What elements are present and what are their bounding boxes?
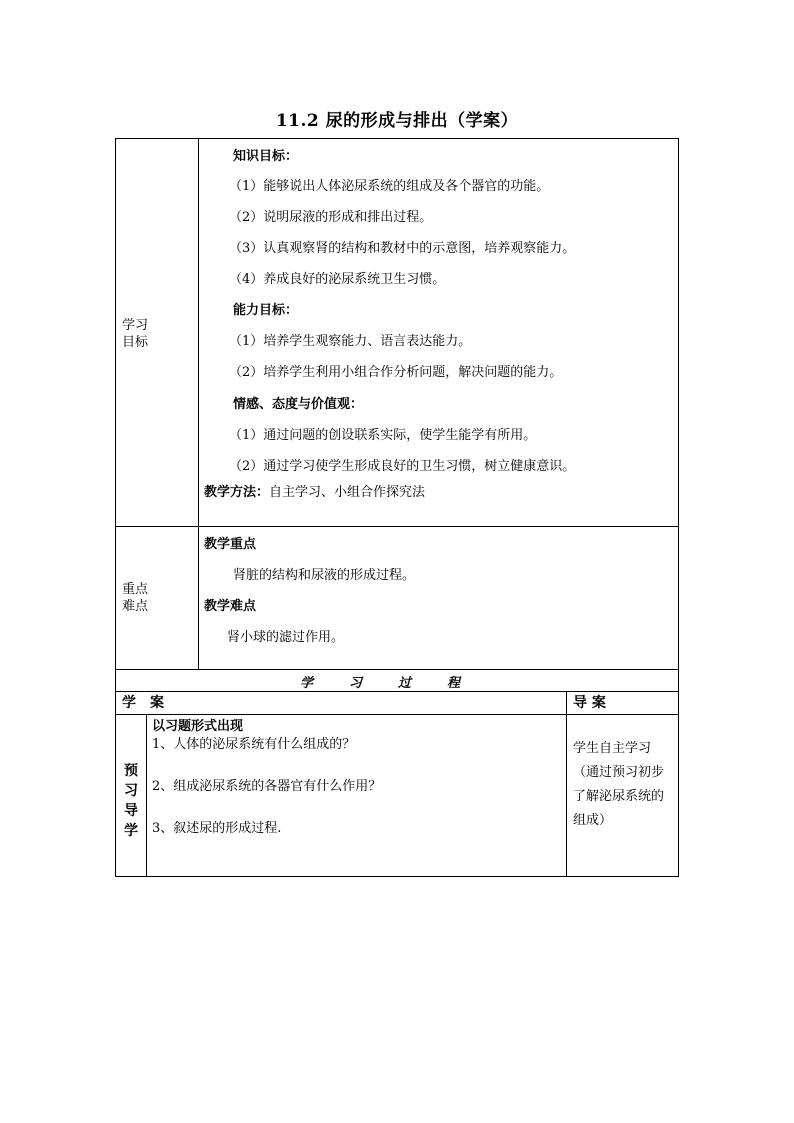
key-point-text: 肾脏的结构和尿液的形成过程。 <box>233 568 416 583</box>
preview-section-label <box>121 761 141 841</box>
teaching-method-text: 自主学习、小组合作探究法 <box>269 485 426 500</box>
knowledge-item: （3）认真观察肾的结构和教材中的示意图，培养观察能力。 <box>229 241 576 256</box>
preview-intro: 以习题形式出现 <box>152 719 244 734</box>
knowledge-item: （2）说明尿液的形成和排出过程。 <box>229 210 433 225</box>
emotion-item: （2）通过学习使学生形成良好的卫生习惯，树立健康意识。 <box>229 459 576 474</box>
guide-column-divider <box>566 691 567 876</box>
row-divider-objectives <box>116 526 678 527</box>
column-header-study: 学 案 <box>122 695 164 711</box>
difficult-point-heading: 教学难点 <box>204 599 257 614</box>
preview-question: 2、组成泌尿系统的各器官有什么作用？ <box>152 779 382 794</box>
keypoints-label-line2: 难点 <box>122 599 149 614</box>
knowledge-item: （4）养成良好的泌尿系统卫生习惯。 <box>229 272 446 287</box>
objectives-row-label <box>122 317 148 351</box>
lesson-plan-table <box>115 138 679 877</box>
preview-label-char: 导 <box>124 803 138 819</box>
column-header-guide: 导 案 <box>573 695 606 711</box>
preview-label-char: 学 <box>124 823 138 839</box>
difficult-point-text: 肾小球的滤过作用。 <box>227 630 345 645</box>
process-heading: 学习过程 <box>299 676 496 691</box>
objectives-label-line1: 学习 <box>122 318 149 333</box>
objectives-label-line2: 目标 <box>122 335 149 350</box>
knowledge-heading: 知识目标： <box>233 149 299 164</box>
key-point-heading: 教学重点 <box>204 537 257 552</box>
preview-label-char: 预 <box>124 763 138 779</box>
emotion-item: （1）通过问题的创设联系实际，使学生能学有所用。 <box>229 428 537 443</box>
row-divider-process-heading <box>116 691 678 692</box>
document-title: 11.2 尿的形成与排出（学案） <box>275 111 519 131</box>
label-column-divider <box>198 139 199 669</box>
preview-label-char: 习 <box>124 783 138 799</box>
preview-question: 3、叙述尿的形成过程. <box>152 821 282 836</box>
preview-question: 1、人体的泌尿系统有什么组成的？ <box>152 737 356 752</box>
ability-item: （1）培养学生观察能力、语言表达能力。 <box>229 334 472 349</box>
teaching-method <box>204 485 425 501</box>
row-divider-column-header <box>116 714 678 715</box>
ability-heading: 能力目标： <box>233 303 299 318</box>
section-label-divider <box>146 714 147 876</box>
teaching-method-label: 教学方法： <box>204 485 270 500</box>
keypoints-row-label <box>122 581 148 615</box>
knowledge-item: （1）能够说出人体泌尿系统的组成及各个器官的功能。 <box>229 179 550 194</box>
ability-item: （2）培养学生利用小组合作分析问题，解决问题的能力。 <box>229 365 563 380</box>
guide-text: 学生自主学习（通过预习初步了解泌尿系统的组成） <box>573 741 665 828</box>
emotion-heading: 情感、态度与价值观： <box>233 397 364 412</box>
keypoints-label-line1: 重点 <box>122 582 149 597</box>
row-divider-keypoints <box>116 669 678 670</box>
